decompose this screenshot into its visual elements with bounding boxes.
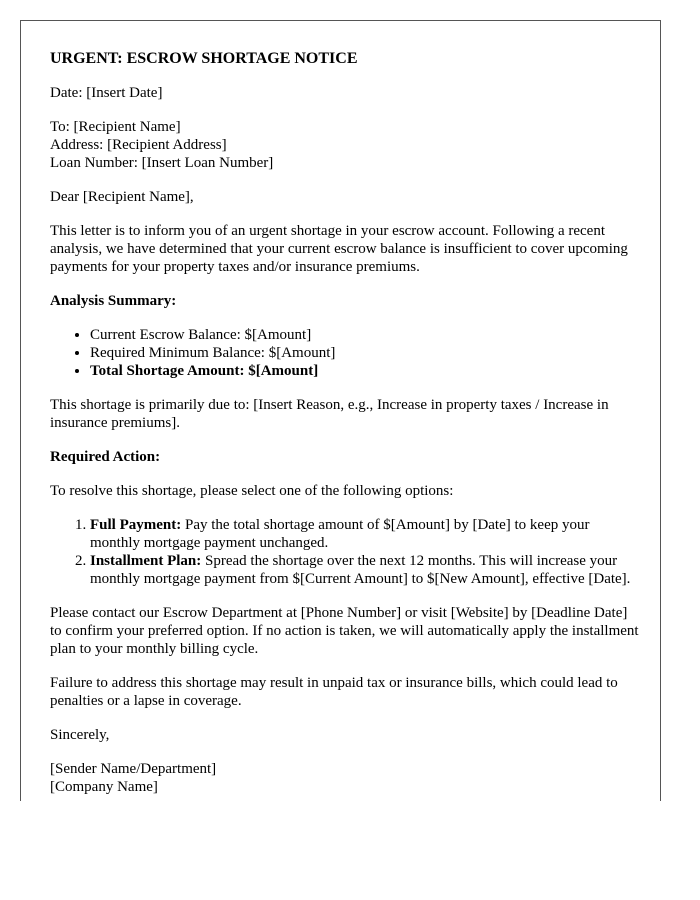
analysis-list xyxy=(50,326,640,380)
warning-paragraph: Failure to address this shortage may result in unpaid tax or insurance bills, which could lead to penalties or a lapse in coverage. xyxy=(50,675,618,709)
signature-block xyxy=(50,760,640,796)
letter-body xyxy=(50,50,640,801)
option-full-payment xyxy=(90,516,640,552)
letter-title: URGENT: ESCROW SHORTAGE NOTICE xyxy=(50,50,358,67)
recipient-address-line: Address: [Recipient Address] xyxy=(50,137,227,153)
recipient-name-line: To: [Recipient Name] xyxy=(50,119,181,135)
analysis-heading: Analysis Summary: xyxy=(50,293,177,309)
reason-paragraph: This shortage is primarily due to: [Insert Reason, e.g., Increase in property taxes / Increase in insurance premiums]. xyxy=(50,397,609,431)
option-text: Spread the shortage over the next 12 months. This will increase your monthly mortgage payment from $[Current Amount] to $[New Amount], effective [Date]. xyxy=(90,553,631,587)
option-label: Full Payment: xyxy=(90,517,182,533)
option-installment-plan xyxy=(90,552,640,588)
action-heading: Required Action: xyxy=(50,449,161,465)
action-intro: To resolve this shortage, please select one of the following options: xyxy=(50,483,454,499)
salutation: Dear [Recipient Name], xyxy=(50,189,194,205)
sender-line: [Sender Name/Department] xyxy=(50,761,217,777)
recipient-block xyxy=(50,118,640,172)
loan-number-line: Loan Number: [Insert Loan Number] xyxy=(50,155,274,171)
analysis-item-required-balance: • Required Minimum Balance: $[Amount] xyxy=(90,344,640,362)
closing: Sincerely, xyxy=(50,727,110,743)
date-line: Date: [Insert Date] xyxy=(50,85,163,101)
analysis-item-total-shortage: • Total Shortage Amount: $[Amount] xyxy=(90,362,640,380)
contact-paragraph: Please contact our Escrow Department at [Phone Number] or visit [Website] by [Deadline Date] to confirm your preferred option. If no action is taken, we will automatically apply the installment plan to your monthly billing cycle. xyxy=(50,605,639,657)
intro-paragraph: This letter is to inform you of an urgent shortage in your escrow account. Following a recent analysis, we have determined that your current escrow balance is insufficient to cover upcoming payments for your property taxes and/or insurance premiums. xyxy=(50,223,628,275)
option-text: Pay the total shortage amount of $[Amount] by [Date] to keep your monthly mortgage payment unchanged. xyxy=(90,517,590,551)
options-list xyxy=(50,516,640,588)
letter-frame xyxy=(20,20,661,801)
analysis-item-current-balance: • Current Escrow Balance: $[Amount] xyxy=(90,326,640,344)
company-line: [Company Name] xyxy=(50,779,158,795)
option-label: Installment Plan: xyxy=(90,553,202,569)
